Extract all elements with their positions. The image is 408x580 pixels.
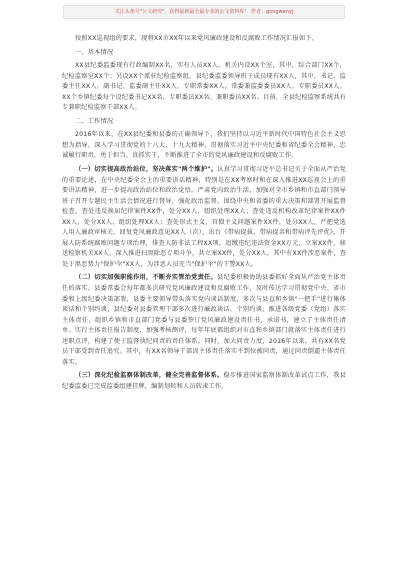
section-heading-basic-info: 一、基本情况 [75,48,114,56]
basic-info-paragraph: XX县纪委监委现有行政编制XX名，实有人员XX人。机关内设XX个室，其中，综合部门XX个，纪检监察室XX个；另设XX个派驻纪检监察组。县纪委监委领导班子成员现有XX人，其中，书记、监委主任XX人，副书记、监委副主任XX人，专职常委XX人，常委兼监委委员XX人，专职委员XX人。XX个乡镇纪委每个设纪委书记XX名、专职委员XX名、兼职委员XX名。目前，全县纪检监察系统共有专兼职纪检监察干部XX人。 [62,62,346,112]
item-two-paragraph [62,273,346,368]
item-one-title: （一）切实提高政治站位，坚决落实"两个维护"。 [75,166,218,174]
document-page [62,34,346,393]
intro-paragraph: 按照XX巡视组的要求，现将XX市XX年以来党风廉政建设和反腐败工作情况汇报如下。 [75,35,319,42]
item-one-body: 认真学习贯彻习近平总书记关于全面从严治党的重要论述，在中央纪委全会上的重要讲话精神，特别是在XX考察时和在深入推进XX巡视会上的重要讲话精神，进一步提高政治站位和政治觉悟。严肃党内政治生活，加强对全市乡镇和市直部门领导班子召开专题民主生活会情况进行督导，强化政治监督，围绕中央和省委的重大决策和部署开展监督检查，查处违反换届纪律案件XX件，处分XX人，组织处理XX人；查处违反机构改革纪律案件XX件XX人，处分XX人，组织处理XX人；查处形式主义、官僚主义问题案件XX件，处分XX人，严把党选人用人廉政审核关，回复党风廉政意见XX人（次），出台《带病提拔、带病提名和带病评先评优》，开展人防系统腐败问题专项治理，排查人防非法工程XX项，追缴违纪违法资金XX万元，立案XX件，移送检察机关XX人。深入推进扫黑除恶专项斗争，共立案XX件，处分XX人，其中有XX件涉恶案件，查处于黑恶势力"保护伞"XX人，为涉恶人员充当"保护伞"的干警XX人。 [62,166,346,268]
item-two-body: 县纪委积极协助县委抓好全面从严治党主体责任的落实。县委常委会每年都多次研究党风廉政建设和反腐败工作，及时传达学习贯彻党中央、省市委和上级纪委决策部署，县委主要领导带头落实党内谈话制度，多次与县直和乡镇"一把手"进行集体谈话和个别约谈，县纪委对县委管理干部多次进行廉政谈话，个别约谈，推进各级党委（党组）落实主体责任，组织乡镇和市直部门党委与县委签订党风廉政建设责任书，承诺书，建立了主体责任清单。实行主体责任报告制度，加强考核测评，每年年底都组织对市直和乡镇部门就落实主体责任进行述职点评，构建了便于监督执纪问责的责任体系。同时，加大问责力度，2016年以来，共有XX名党员干部受到责任追究。其中，有XX名领导干部因主体责任落实不到位被问责，通过问责倒逼主体责任落实。 [62,274,346,366]
item-one-paragraph [62,165,346,270]
section-heading-work-status: 二、工作情况 [75,117,114,125]
promo-banner [63,5,345,19]
item-three-paragraph [62,371,346,392]
item-two-title: （二）切实加强职能作用，不断夯实管治党责任。 [75,274,217,282]
item-three-body: 稳步推进国家监察体制改革试点工作，我县纪委监委已完成监委组建挂牌，编制划转和人员转隶工作。 [62,372,346,390]
promo-banner-text: 关注头条号"公文研究"，获得最新最全最专业的公文资料库！ 作者：gongwenyj [114,9,294,15]
item-three-title: （三）深化纪检监察体制改革，健全完善监督体系。 [75,372,224,380]
work-overview-paragraph: 2016年以来，在XX县纪委和县委的正确领导下，我们坚持以习近平新时代中国特色社会主义思想为指导，深入学习贯彻党的十八大、十九大精神，贯彻落实习近平中央纪委和省纪委全会精神，忠诚履行职责，勇于担当、真抓实干，不断推进了全市的党风廉政建设和反腐败工作。 [62,131,346,160]
